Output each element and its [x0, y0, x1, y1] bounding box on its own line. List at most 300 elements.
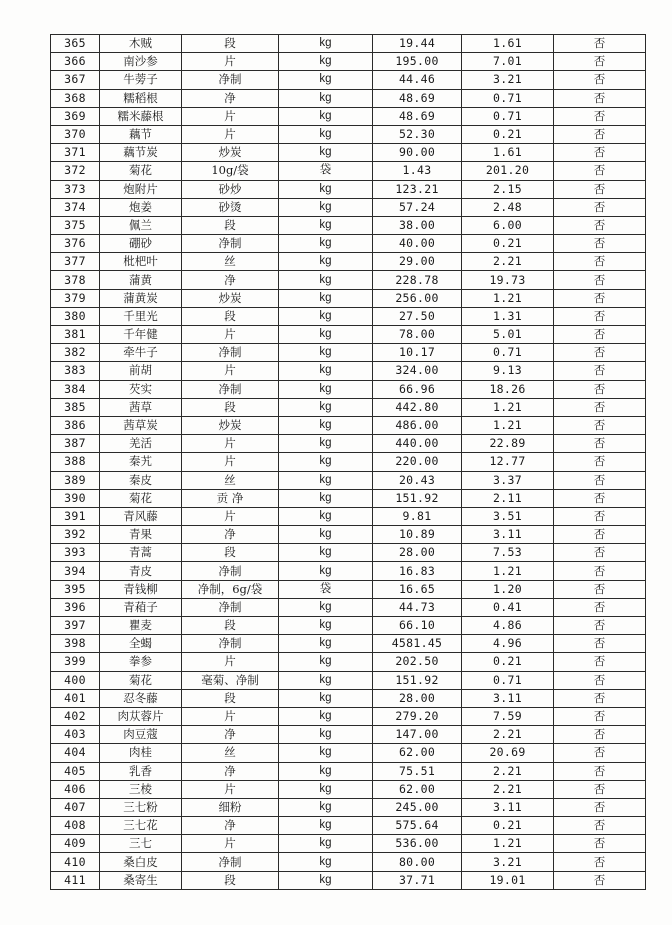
flag-cell: 否 [554, 817, 646, 835]
amount-cell: 3.11 [462, 798, 554, 816]
table-row [51, 835, 646, 853]
spec-cell: 净 [182, 89, 279, 107]
spec-cell: 净 [182, 726, 279, 744]
herb-name-cell: 瞿麦 [100, 617, 182, 635]
flag-cell: 否 [554, 780, 646, 798]
price-cell: 16.65 [373, 580, 462, 598]
price-cell: 442.80 [373, 398, 462, 416]
herb-name-cell: 糯米藤根 [100, 107, 182, 125]
price-cell: 324.00 [373, 362, 462, 380]
flag-cell: 否 [554, 235, 646, 253]
amount-cell: 1.21 [462, 562, 554, 580]
unit-cell: kg [279, 53, 373, 71]
price-cell: 38.00 [373, 216, 462, 234]
row-number-cell: 409 [51, 835, 100, 853]
price-cell: 90.00 [373, 144, 462, 162]
unit-cell: kg [279, 453, 373, 471]
table-row [51, 326, 646, 344]
spec-cell: 片 [182, 107, 279, 125]
table-row [51, 380, 646, 398]
amount-cell: 1.61 [462, 35, 554, 53]
herb-name-cell: 三七花 [100, 817, 182, 835]
amount-cell: 0.71 [462, 671, 554, 689]
flag-cell: 否 [554, 89, 646, 107]
unit-cell: kg [279, 762, 373, 780]
price-cell: 151.92 [373, 489, 462, 507]
amount-cell: 0.21 [462, 653, 554, 671]
price-cell: 256.00 [373, 289, 462, 307]
price-cell: 75.51 [373, 762, 462, 780]
row-number-cell: 380 [51, 307, 100, 325]
row-number-cell: 406 [51, 780, 100, 798]
spec-cell: 片 [182, 835, 279, 853]
price-cell: 10.89 [373, 526, 462, 544]
herb-name-cell: 炮附片 [100, 180, 182, 198]
herb-name-cell: 蒲黄炭 [100, 289, 182, 307]
amount-cell: 2.48 [462, 198, 554, 216]
row-number-cell: 389 [51, 471, 100, 489]
herb-name-cell: 枇杷叶 [100, 253, 182, 271]
price-cell: 151.92 [373, 671, 462, 689]
row-number-cell: 371 [51, 144, 100, 162]
herb-name-cell: 南沙参 [100, 53, 182, 71]
unit-cell: kg [279, 689, 373, 707]
spec-cell: 净制 [182, 635, 279, 653]
unit-cell: kg [279, 326, 373, 344]
unit-cell: kg [279, 362, 373, 380]
price-cell: 62.00 [373, 744, 462, 762]
spec-cell: 细粉 [182, 798, 279, 816]
table-row [51, 871, 646, 889]
unit-cell: kg [279, 835, 373, 853]
flag-cell: 否 [554, 635, 646, 653]
herb-name-cell: 佩兰 [100, 216, 182, 234]
flag-cell: 否 [554, 835, 646, 853]
flag-cell: 否 [554, 307, 646, 325]
herb-name-cell: 肉豆蔻 [100, 726, 182, 744]
flag-cell: 否 [554, 71, 646, 89]
price-cell: 44.73 [373, 598, 462, 616]
unit-cell: kg [279, 726, 373, 744]
table-body [51, 35, 646, 890]
table-row [51, 435, 646, 453]
herb-name-cell: 菊花 [100, 162, 182, 180]
herb-name-cell: 藕节 [100, 125, 182, 143]
herb-name-cell: 青风藤 [100, 507, 182, 525]
flag-cell: 否 [554, 53, 646, 71]
unit-cell: kg [279, 744, 373, 762]
price-cell: 78.00 [373, 326, 462, 344]
spec-cell: 段 [182, 544, 279, 562]
flag-cell: 否 [554, 798, 646, 816]
amount-cell: 0.21 [462, 817, 554, 835]
unit-cell: kg [279, 435, 373, 453]
price-cell: 19.44 [373, 35, 462, 53]
price-cell: 202.50 [373, 653, 462, 671]
flag-cell: 否 [554, 471, 646, 489]
table-row [51, 853, 646, 871]
flag-cell: 否 [554, 271, 646, 289]
price-cell: 28.00 [373, 544, 462, 562]
price-cell: 486.00 [373, 416, 462, 434]
unit-cell: kg [279, 107, 373, 125]
table-row [51, 544, 646, 562]
amount-cell: 6.00 [462, 216, 554, 234]
row-number-cell: 411 [51, 871, 100, 889]
spec-cell: 段 [182, 307, 279, 325]
herb-name-cell: 三棱 [100, 780, 182, 798]
row-number-cell: 366 [51, 53, 100, 71]
table-row [51, 253, 646, 271]
table-row [51, 562, 646, 580]
row-number-cell: 372 [51, 162, 100, 180]
row-number-cell: 375 [51, 216, 100, 234]
row-number-cell: 383 [51, 362, 100, 380]
price-cell: 48.69 [373, 89, 462, 107]
flag-cell: 否 [554, 380, 646, 398]
amount-cell: 3.11 [462, 526, 554, 544]
flag-cell: 否 [554, 744, 646, 762]
spec-cell: 段 [182, 871, 279, 889]
spec-cell: 净 [182, 271, 279, 289]
table-row [51, 817, 646, 835]
amount-cell: 9.13 [462, 362, 554, 380]
flag-cell: 否 [554, 489, 646, 507]
price-cell: 123.21 [373, 180, 462, 198]
row-number-cell: 403 [51, 726, 100, 744]
row-number-cell: 378 [51, 271, 100, 289]
table-row [51, 416, 646, 434]
flag-cell: 否 [554, 344, 646, 362]
flag-cell: 否 [554, 253, 646, 271]
amount-cell: 4.86 [462, 617, 554, 635]
spec-cell: 炒炭 [182, 289, 279, 307]
row-number-cell: 367 [51, 71, 100, 89]
spec-cell: 片 [182, 125, 279, 143]
row-number-cell: 384 [51, 380, 100, 398]
herb-name-cell: 牛蒡子 [100, 71, 182, 89]
amount-cell: 3.37 [462, 471, 554, 489]
price-cell: 575.64 [373, 817, 462, 835]
price-cell: 57.24 [373, 198, 462, 216]
table-row [51, 307, 646, 325]
price-cell: 10.17 [373, 344, 462, 362]
unit-cell: kg [279, 653, 373, 671]
herb-name-cell: 肉桂 [100, 744, 182, 762]
row-number-cell: 374 [51, 198, 100, 216]
spec-cell: 片 [182, 326, 279, 344]
table-row [51, 89, 646, 107]
amount-cell: 3.21 [462, 71, 554, 89]
table-row [51, 71, 646, 89]
spec-cell: 净 [182, 526, 279, 544]
flag-cell: 否 [554, 562, 646, 580]
table-row [51, 580, 646, 598]
amount-cell: 4.96 [462, 635, 554, 653]
amount-cell: 7.01 [462, 53, 554, 71]
price-cell: 536.00 [373, 835, 462, 853]
spec-cell: 段 [182, 689, 279, 707]
amount-cell: 1.21 [462, 289, 554, 307]
flag-cell: 否 [554, 398, 646, 416]
amount-cell: 19.73 [462, 271, 554, 289]
row-number-cell: 370 [51, 125, 100, 143]
row-number-cell: 385 [51, 398, 100, 416]
row-number-cell: 382 [51, 344, 100, 362]
unit-cell: 袋 [279, 580, 373, 598]
spec-cell: 片 [182, 780, 279, 798]
row-number-cell: 379 [51, 289, 100, 307]
amount-cell: 20.69 [462, 744, 554, 762]
unit-cell: kg [279, 507, 373, 525]
amount-cell: 18.26 [462, 380, 554, 398]
table-row [51, 125, 646, 143]
unit-cell: kg [279, 544, 373, 562]
amount-cell: 2.21 [462, 762, 554, 780]
herb-name-cell: 秦皮 [100, 471, 182, 489]
amount-cell: 0.41 [462, 598, 554, 616]
amount-cell: 0.71 [462, 344, 554, 362]
table-row [51, 198, 646, 216]
unit-cell: kg [279, 562, 373, 580]
flag-cell: 否 [554, 162, 646, 180]
price-cell: 66.10 [373, 617, 462, 635]
table-row [51, 707, 646, 725]
table-row [51, 489, 646, 507]
unit-cell: kg [279, 271, 373, 289]
amount-cell: 3.11 [462, 689, 554, 707]
unit-cell: kg [279, 380, 373, 398]
herb-name-cell: 糯稻根 [100, 89, 182, 107]
herb-name-cell: 全蝎 [100, 635, 182, 653]
price-cell: 40.00 [373, 235, 462, 253]
table-row [51, 271, 646, 289]
herb-name-cell: 三七 [100, 835, 182, 853]
spec-cell: 净 [182, 817, 279, 835]
price-cell: 48.69 [373, 107, 462, 125]
herb-name-cell: 菊花 [100, 489, 182, 507]
row-number-cell: 400 [51, 671, 100, 689]
price-cell: 9.81 [373, 507, 462, 525]
flag-cell: 否 [554, 598, 646, 616]
table-row [51, 653, 646, 671]
amount-cell: 2.11 [462, 489, 554, 507]
flag-cell: 否 [554, 726, 646, 744]
flag-cell: 否 [554, 707, 646, 725]
table-row [51, 798, 646, 816]
spec-cell: 片 [182, 707, 279, 725]
spec-cell: 炒炭 [182, 144, 279, 162]
table-row [51, 780, 646, 798]
spec-cell: 净制 [182, 71, 279, 89]
spec-cell: 片 [182, 362, 279, 380]
spec-cell: 段 [182, 617, 279, 635]
flag-cell: 否 [554, 544, 646, 562]
row-number-cell: 405 [51, 762, 100, 780]
unit-cell: kg [279, 617, 373, 635]
spec-cell: 段 [182, 398, 279, 416]
amount-cell: 1.21 [462, 416, 554, 434]
row-number-cell: 393 [51, 544, 100, 562]
unit-cell: kg [279, 526, 373, 544]
unit-cell: kg [279, 216, 373, 234]
row-number-cell: 395 [51, 580, 100, 598]
spec-cell: 片 [182, 53, 279, 71]
row-number-cell: 397 [51, 617, 100, 635]
table-row [51, 689, 646, 707]
spec-cell: 净制 [182, 344, 279, 362]
row-number-cell: 402 [51, 707, 100, 725]
herb-name-cell: 忍冬藤 [100, 689, 182, 707]
flag-cell: 否 [554, 216, 646, 234]
row-number-cell: 391 [51, 507, 100, 525]
spec-cell: 毫菊、净制 [182, 671, 279, 689]
herb-name-cell: 茜草 [100, 398, 182, 416]
amount-cell: 2.21 [462, 780, 554, 798]
herb-name-cell: 茜草炭 [100, 416, 182, 434]
unit-cell: kg [279, 489, 373, 507]
row-number-cell: 392 [51, 526, 100, 544]
amount-cell: 7.59 [462, 707, 554, 725]
flag-cell: 否 [554, 653, 646, 671]
row-number-cell: 396 [51, 598, 100, 616]
flag-cell: 否 [554, 35, 646, 53]
row-number-cell: 399 [51, 653, 100, 671]
table-row [51, 762, 646, 780]
amount-cell: 2.21 [462, 726, 554, 744]
herb-name-cell: 桑白皮 [100, 853, 182, 871]
table-row [51, 344, 646, 362]
price-cell: 279.20 [373, 707, 462, 725]
price-cell: 52.30 [373, 125, 462, 143]
herb-name-cell: 羌活 [100, 435, 182, 453]
row-number-cell: 377 [51, 253, 100, 271]
herb-name-cell: 千年健 [100, 326, 182, 344]
spec-cell: 净制 [182, 598, 279, 616]
amount-cell: 1.61 [462, 144, 554, 162]
spec-cell: 净制 [182, 380, 279, 398]
table-row [51, 216, 646, 234]
unit-cell: kg [279, 780, 373, 798]
herb-name-cell: 秦艽 [100, 453, 182, 471]
price-cell: 28.00 [373, 689, 462, 707]
amount-cell: 0.21 [462, 235, 554, 253]
amount-cell: 19.01 [462, 871, 554, 889]
spec-cell: 净制 [182, 853, 279, 871]
spec-cell: 砂炒 [182, 180, 279, 198]
amount-cell: 12.77 [462, 453, 554, 471]
price-cell: 4581.45 [373, 635, 462, 653]
amount-cell: 22.89 [462, 435, 554, 453]
table-row [51, 471, 646, 489]
row-number-cell: 407 [51, 798, 100, 816]
herb-name-cell: 木贼 [100, 35, 182, 53]
spec-cell: 段 [182, 35, 279, 53]
row-number-cell: 388 [51, 453, 100, 471]
flag-cell: 否 [554, 180, 646, 198]
unit-cell: kg [279, 307, 373, 325]
unit-cell: kg [279, 344, 373, 362]
amount-cell: 1.20 [462, 580, 554, 598]
flag-cell: 否 [554, 326, 646, 344]
unit-cell: kg [279, 707, 373, 725]
table-row [51, 398, 646, 416]
herb-name-cell: 桑寄生 [100, 871, 182, 889]
unit-cell: kg [279, 598, 373, 616]
spec-cell: 丝 [182, 744, 279, 762]
herb-name-cell: 千里光 [100, 307, 182, 325]
row-number-cell: 387 [51, 435, 100, 453]
price-cell: 20.43 [373, 471, 462, 489]
amount-cell: 0.71 [462, 89, 554, 107]
spec-cell: 净制 [182, 235, 279, 253]
price-cell: 80.00 [373, 853, 462, 871]
flag-cell: 否 [554, 416, 646, 434]
row-number-cell: 410 [51, 853, 100, 871]
flag-cell: 否 [554, 762, 646, 780]
amount-cell: 2.15 [462, 180, 554, 198]
price-cell: 66.96 [373, 380, 462, 398]
spec-cell: 丝 [182, 253, 279, 271]
price-cell: 1.43 [373, 162, 462, 180]
table-row [51, 453, 646, 471]
price-cell: 228.78 [373, 271, 462, 289]
table-row [51, 617, 646, 635]
row-number-cell: 376 [51, 235, 100, 253]
unit-cell: kg [279, 398, 373, 416]
unit-cell: kg [279, 817, 373, 835]
row-number-cell: 369 [51, 107, 100, 125]
unit-cell: kg [279, 198, 373, 216]
herb-name-cell: 硼砂 [100, 235, 182, 253]
table-row [51, 598, 646, 616]
table-row [51, 362, 646, 380]
amount-cell: 7.53 [462, 544, 554, 562]
flag-cell: 否 [554, 507, 646, 525]
unit-cell: kg [279, 89, 373, 107]
unit-cell: kg [279, 635, 373, 653]
herb-name-cell: 青果 [100, 526, 182, 544]
table-row [51, 526, 646, 544]
price-cell: 220.00 [373, 453, 462, 471]
price-cell: 245.00 [373, 798, 462, 816]
table-row [51, 744, 646, 762]
flag-cell: 否 [554, 362, 646, 380]
herb-name-cell: 蒲黄 [100, 271, 182, 289]
flag-cell: 否 [554, 144, 646, 162]
herb-name-cell: 前胡 [100, 362, 182, 380]
amount-cell: 1.21 [462, 835, 554, 853]
unit-cell: kg [279, 35, 373, 53]
unit-cell: kg [279, 144, 373, 162]
table-row [51, 726, 646, 744]
flag-cell: 否 [554, 526, 646, 544]
spec-cell: 砂烫 [182, 198, 279, 216]
flag-cell: 否 [554, 453, 646, 471]
herb-name-cell: 青钱柳 [100, 580, 182, 598]
price-cell: 62.00 [373, 780, 462, 798]
row-number-cell: 381 [51, 326, 100, 344]
herb-name-cell: 乳香 [100, 762, 182, 780]
price-cell: 195.00 [373, 53, 462, 71]
spec-cell: 片 [182, 435, 279, 453]
herb-name-cell: 肉苁蓉片 [100, 707, 182, 725]
spec-cell: 炒炭 [182, 416, 279, 434]
row-number-cell: 404 [51, 744, 100, 762]
flag-cell: 否 [554, 107, 646, 125]
flag-cell: 否 [554, 435, 646, 453]
row-number-cell: 365 [51, 35, 100, 53]
